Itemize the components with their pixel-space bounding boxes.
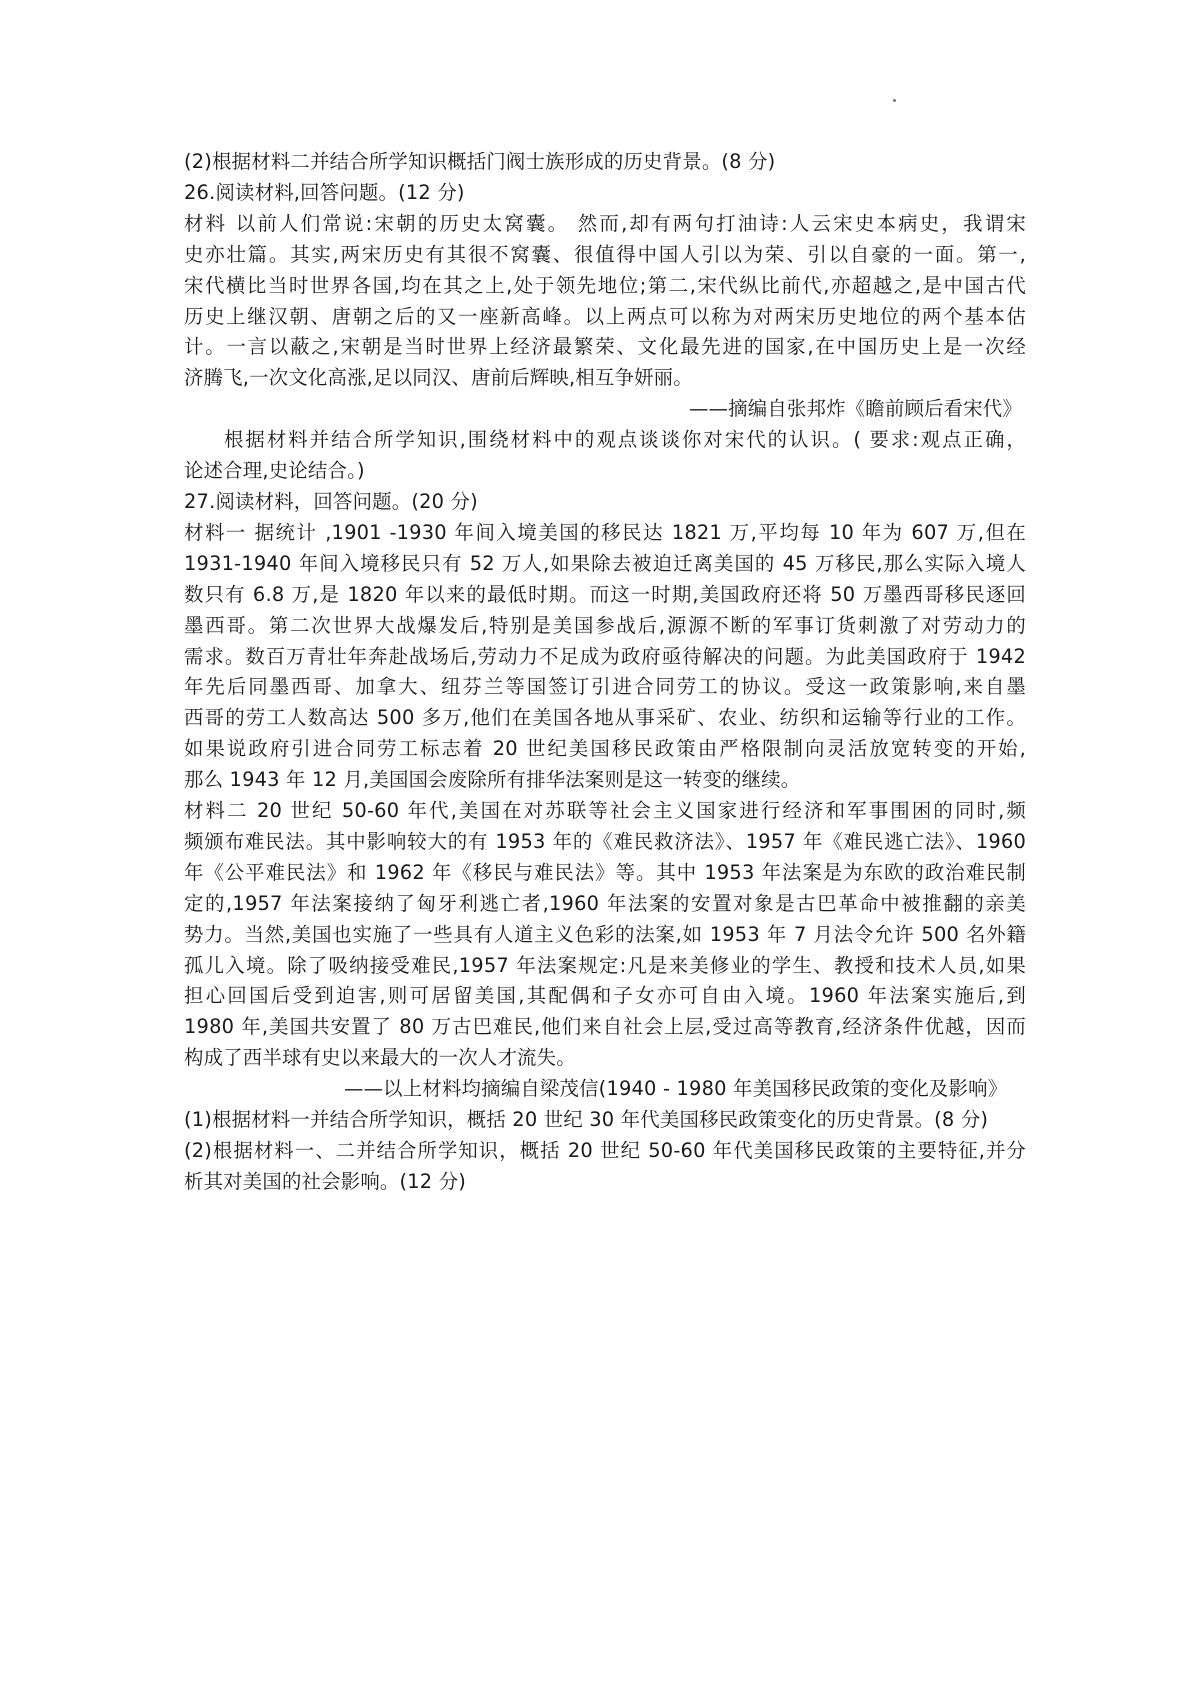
q26-material-line-3: 宋代横比当时世界各国,均在其之上,处于领先地位;第二,宋代纵比前代,亦超越之,是中国古代 (184, 273, 1026, 297)
q27-material2-line-8: 1980 年,美国共安置了 80 万古巴难民,他们来自社会上层,受过高等教育,经济条件优越，因而 (184, 1015, 1026, 1039)
q27-material1-line-5: 需求。数百万青壮年奔赴战场后,劳动力不足成为政府亟待解决的问题。为此美国政府于 1942 (184, 644, 1026, 668)
q27-material2-line-1: 材料二 20 世纪 50-60 年代,美国在对苏联等社会主义国家进行经济和军事围困的同时,频 (184, 799, 1026, 823)
q26-material-line-2: 史亦壮篇。其实,两宋历史有其很不窝囊、很值得中国人引以为荣、引以自豪的一面。第一, (184, 242, 1026, 266)
q27-material1-line-1: 材料一 据统计 ,1901 -1930 年间入境美国的移民达 1821 万,平均每 10 年为 607 万,但在 (184, 520, 1026, 544)
q27-part2-prompt-line-2: 析其对美国的社会影响。(12 分) (184, 1169, 467, 1193)
q27-material2-line-3: 年《公平难民法》和 1962 年《移民与难民法》等。其中 1953 年法案是为东欧的政治难民制 (184, 860, 1026, 884)
q26-prompt-line-1: 根据材料并结合所学知识,围绕材料中的观点谈谈你对宋代的认识。( 要求:观点正确， (224, 428, 1026, 452)
q26-material-line-5: 计。一言以蔽之,宋朝是当时世界上经济最繁荣、文化最先进的国家,在中国历史上是一次经 (184, 335, 1026, 359)
q27-material1-line-4: 墨西哥。第二次世界大战爆发后,特别是美国参战后,源源不断的军事订货刺激了对劳动力的 (184, 613, 1026, 637)
q27-material2-line-9: 构成了西半球有史以来最大的一次人才流失。 (184, 1046, 576, 1070)
q27-material1-line-6: 年先后同墨西哥、加拿大、纽芬兰等国签订引进合同劳工的协议。受这一政策影响,来自墨 (184, 675, 1026, 699)
q27-material2-line-4: 定的,1957 年法案接纳了匈牙利逃亡者,1960 年法案的安置对象是古巴革命中被推翻的亲美 (184, 891, 1026, 915)
q27-material2-line-7: 担心回国后受到迫害,则可居留美国,其配偶和子女亦可自由入境。1960 年法案实施后,到 (184, 984, 1026, 1008)
q27-material1-line-7: 西哥的劳工人数高达 500 多万,他们在美国各地从事采矿、农业、纺织和运输等行业的工作。 (184, 706, 1026, 730)
q27-material2-line-6: 孤儿入境。除了吸纳接受难民,1957 年法案规定:凡是来美修业的学生、教授和技术人员,如果 (184, 953, 1026, 977)
q26-material-line-4: 历史上继汉朝、唐朝之后的又一座新高峰。以上两点可以称为对两宋历史地位的两个基本估 (184, 304, 1026, 328)
q27-material2-line-5: 势力。当然,美国也实施了一些具有人道主义色彩的法案,如 1953 年 7 月法令允许 500 名外籍 (184, 922, 1026, 946)
q27-material1-line-9: 那么 1943 年 12 月,美国国会废除所有排华法案则是这一转变的继续。 (184, 768, 801, 792)
q26-material-line-1: 材料 以前人们常说:宋朝的历史太窝囊。 然而,却有两句打油诗:人云宋史本病史，我谓宋 (184, 211, 1026, 235)
q27-material2-line-2: 频颁布难民法。其中影响较大的有 1953 年的《难民救济法》、1957 年《难民逃亡法》、1960 (184, 829, 1026, 853)
q27-part2-prompt-line-1: (2)根据材料一、二并结合所学知识，概括 20 世纪 50-60 年代美国移民政策的主要特征,并分 (184, 1139, 1026, 1162)
q27-material1-line-8: 如果说政府引进合同劳工标志着 20 世纪美国移民政策由严格限制向灵活放宽转变的开始, (184, 737, 1026, 761)
q27-source: ——以上材料均摘编自梁茂信(1940 - 1980 年美国移民政策的变化及影响》 (344, 1077, 1008, 1101)
q25-part2-prompt: (2)根据材料二并结合所学知识概括门阀士族形成的历史背景。(8 分) (184, 150, 776, 173)
q27-part1-prompt: (1)根据材料一并结合所学知识，概括 20 世纪 30 年代美国移民政策变化的历史背景。(8 分) (184, 1108, 989, 1132)
document-body (184, 147, 1026, 1198)
q27-material1-line-3: 数只有 6.8 万,是 1820 年以来的最低时期。而这一时期,美国政府还将 50 万墨西哥移民逐回 (184, 582, 1026, 606)
q26-source: ——摘编自张邦炸《瞻前顾后看宋代》 (688, 397, 1022, 421)
q27-heading: 27.阅读材料，回答问题。(20 分) (184, 489, 478, 513)
q26-material-line-6: 济腾飞,一次文化高涨,足以同汉、唐前后辉映,相互争妍丽。 (184, 366, 693, 390)
q26-heading: 26.阅读材料,回答问题。(12 分) (184, 180, 465, 204)
q27-material1-line-2: 1931-1940 年间入境移民只有 52 万人,如果除去被迫迁离美国的 45 万移民,那么实际入境人 (184, 551, 1026, 575)
scan-dot (893, 99, 896, 102)
q26-prompt-line-2: 论述合理,史论结合。) (184, 459, 365, 483)
